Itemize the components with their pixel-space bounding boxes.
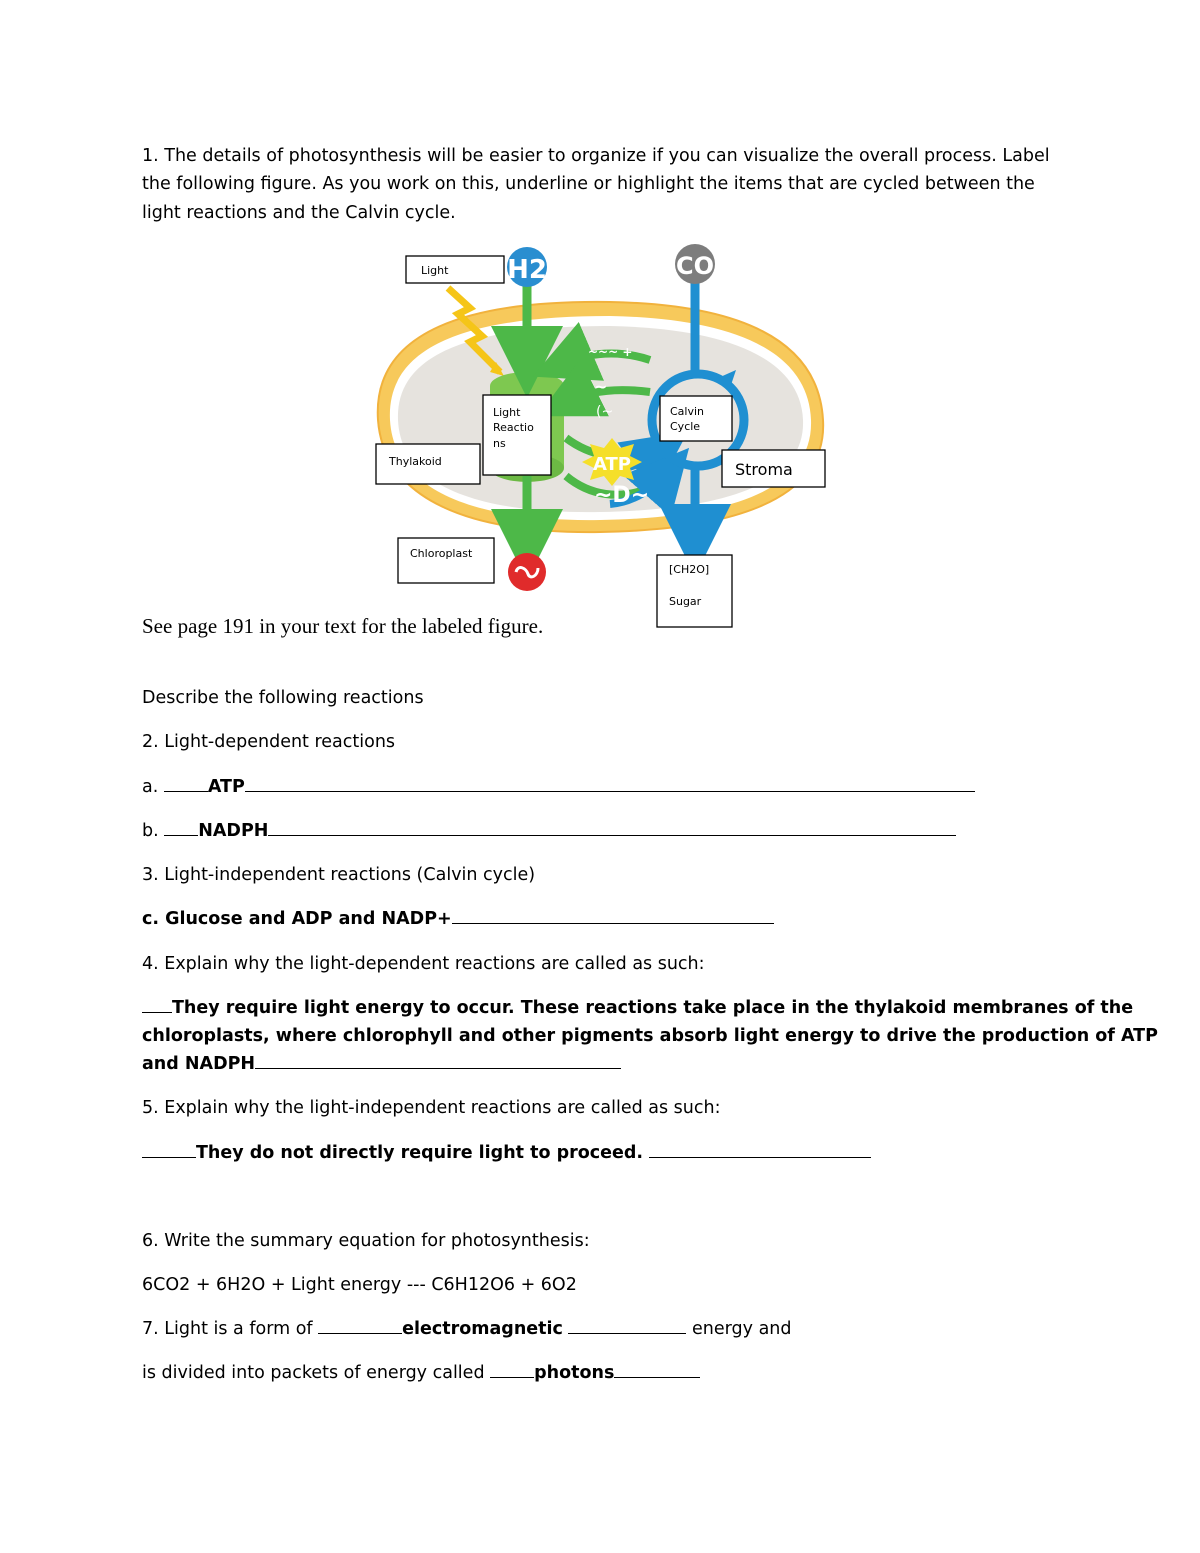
q7-line2-a: is divided into packets of energy called [142,1363,491,1383]
q7-line1-b: energy and [686,1319,792,1339]
q2-title: 2. Light-dependent reactions [142,732,396,752]
q2-a-answer: ATP [207,777,245,797]
q2-a-prefix: a. [142,777,164,797]
q7-line-2 [142,1359,700,1387]
q6-equation: 6CO2 + 6H2O + Light energy --- C6H12O6 + 6O2 [142,1275,577,1295]
light-reactions-text-3: ns [493,437,506,450]
q4-answer-line-1 [142,994,1133,1022]
q3-c-line [142,905,774,933]
q5-answer-line [142,1139,871,1167]
svg-text:~: ~ [594,377,608,396]
q7-line1-a: 7. Light is a form of [142,1319,319,1339]
q7-line2-answer: photons [534,1363,615,1383]
figure-caption: See page 191 in your text for the labeled figure. [142,614,544,638]
q3-title: 3. Light-independent reactions (Calvin cycle) [142,865,536,885]
calvin-text-2: Cycle [670,420,701,433]
q3-c-answer: c. Glucose and ADP and NADP+ [142,909,452,929]
sugar-text-2: Sugar [669,595,702,608]
thylakoid-label-text: Thylakoid [389,455,442,468]
svg-text:~~~ +: ~~~ + [588,345,633,359]
q5-answer: They do not directly require light to proceed. [196,1143,650,1163]
q4-answer-3: and NADPH [142,1054,256,1074]
calvin-cycle-label-box [660,396,732,441]
q7-line1-answer: electromagnetic [402,1319,563,1339]
q4-prompt: 4. Explain why the light-dependent reactions are called as such: [142,954,705,974]
q6-prompt: 6. Write the summary equation for photosynthesis: [142,1231,590,1251]
q4-answer-1: They require light energy to occur. These reactions take place in the thylakoid membranes of the [172,998,1134,1018]
co2-fragment-text: CO [675,252,715,280]
q2-b-line [142,817,956,845]
q7-line-1 [142,1315,792,1343]
chloroplast-label-box [398,538,494,583]
calvin-text-1: Calvin [670,405,705,418]
q2-a-line [142,773,975,801]
stroma-label-text: Stroma [735,460,793,479]
chloroplast-label-text: Chloroplast [410,547,473,560]
atp-fragment-text: ATP [592,454,632,475]
q4-answer-line-2: chloroplasts, where chlorophyll and other pigments absorb light energy to drive the production of ATP [142,1026,1158,1046]
light-reactions-text-1: Light [493,406,521,419]
atp-burst-icon [582,438,642,486]
sugar-text-1: [CH2O] [669,563,710,576]
q5-prompt: 5. Explain why the light-independent reactions are called as such: [142,1098,721,1118]
q1-line-2: the following figure. As you work on this, underline or highlight the items that are cycled between the [142,174,1035,194]
q4-answer-line-3 [142,1050,621,1078]
svg-text:(~: (~ [596,404,614,420]
photosynthesis-diagram [0,0,1200,640]
h2o-fragment-text: H2 [507,255,547,285]
q2-b-answer: NADPH [198,821,269,841]
q1-line-1: 1. The details of photosynthesis will be easier to organize if you can visualize the overall process. Label [142,146,1050,166]
describe-heading: Describe the following reactions [142,688,424,708]
q1-line-3: light reactions and the Calvin cycle. [142,203,456,223]
light-reactions-text-2: Reactio [493,421,534,434]
light-label-text: Light [421,264,449,277]
q2-b-prefix: b. [142,821,165,841]
svg-text:~D~: ~D~ [594,483,650,508]
